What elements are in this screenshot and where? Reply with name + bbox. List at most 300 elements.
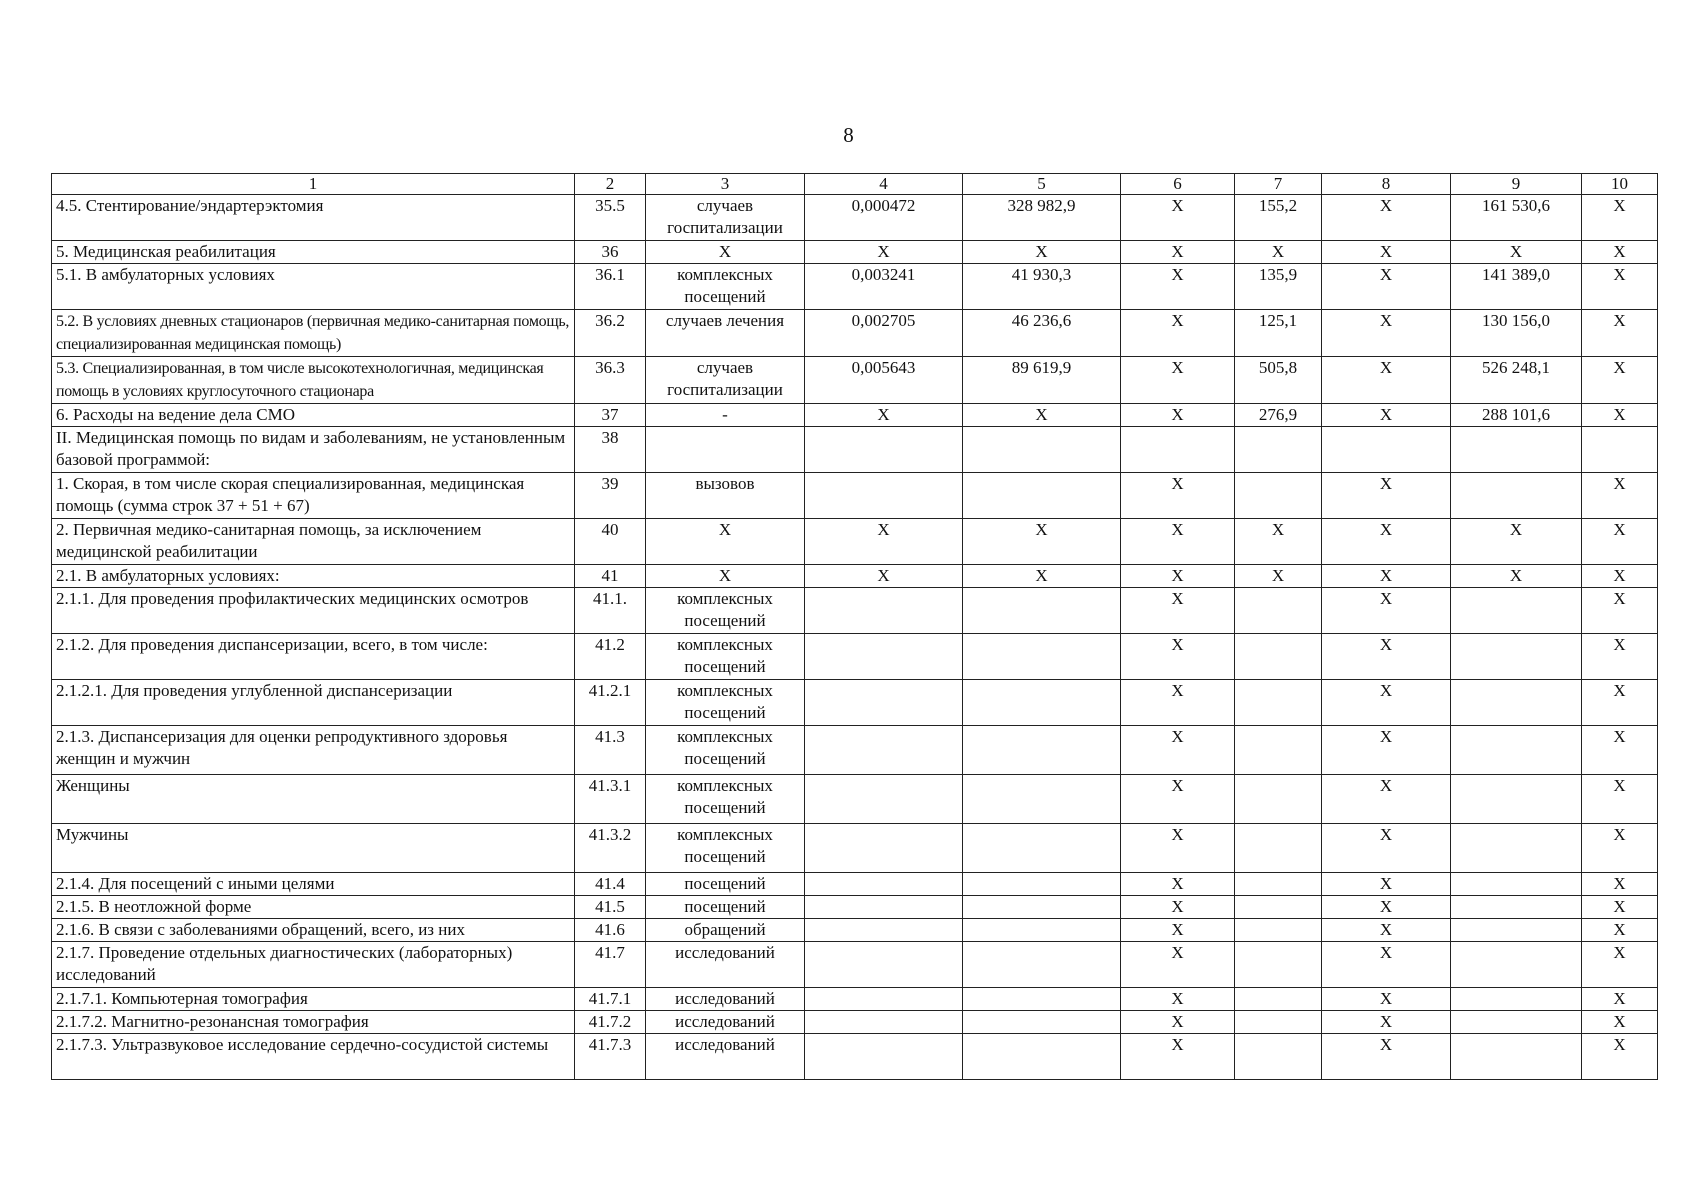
value-cell xyxy=(963,919,1121,942)
column-header: 1 xyxy=(52,174,575,195)
cell-text: 41.2 xyxy=(595,635,625,654)
table-row xyxy=(52,357,1658,404)
value-cell xyxy=(1121,264,1235,310)
row-name-cell xyxy=(52,1034,575,1080)
cell-text: Х xyxy=(1613,825,1626,844)
value-cell xyxy=(963,824,1121,873)
cell-text: Х xyxy=(1171,566,1184,585)
row-name-cell xyxy=(52,588,575,634)
cell-text: Х xyxy=(1171,943,1184,962)
table-row xyxy=(52,988,1658,1011)
column-header: 6 xyxy=(1121,174,1235,195)
value-cell xyxy=(805,873,963,896)
row-unit-cell xyxy=(646,195,805,241)
value-cell xyxy=(1451,873,1582,896)
value-cell xyxy=(1451,824,1582,873)
value-cell xyxy=(1235,565,1322,588)
row-unit-cell xyxy=(646,919,805,942)
cell-text: Х xyxy=(1171,874,1184,893)
row-code-cell xyxy=(575,519,646,565)
value-cell xyxy=(1322,195,1451,241)
cell-text: II. Медицинская помощь по видам и заболеваниям, не установленным базовой программой: xyxy=(56,428,566,469)
value-cell xyxy=(1582,264,1658,310)
row-unit-cell xyxy=(646,473,805,519)
row-name-cell xyxy=(52,310,575,357)
value-cell xyxy=(805,357,963,404)
cell-text: Х xyxy=(1171,920,1184,939)
value-cell xyxy=(1582,357,1658,404)
cell-text: Х xyxy=(1379,635,1393,654)
cell-text: 2.1.7.3. Ультразвуковое исследование сердечно-сосудистой системы xyxy=(56,1035,549,1054)
value-cell xyxy=(1322,241,1451,264)
row-code-cell xyxy=(575,195,646,241)
cell-text: 36.2 xyxy=(595,311,625,330)
value-cell xyxy=(1322,427,1451,473)
table-row xyxy=(52,634,1658,680)
row-unit-cell xyxy=(646,357,805,404)
table-row xyxy=(52,873,1658,896)
row-unit-cell xyxy=(646,634,805,680)
value-cell xyxy=(1322,919,1451,942)
row-name-cell xyxy=(52,775,575,824)
cell-text: Х xyxy=(1379,1012,1393,1031)
cell-text: Х xyxy=(1613,727,1626,746)
cell-text: исследований xyxy=(675,943,775,962)
value-cell xyxy=(1582,634,1658,680)
value-cell xyxy=(805,824,963,873)
cell-text: Х xyxy=(1171,825,1184,844)
value-cell xyxy=(1235,241,1322,264)
value-cell xyxy=(1235,873,1322,896)
value-cell xyxy=(963,1034,1121,1080)
value-cell xyxy=(1451,357,1582,404)
cell-text: Х xyxy=(1613,358,1626,377)
table-row xyxy=(52,1034,1658,1080)
cell-text: 40 xyxy=(601,520,619,539)
cell-text: Х xyxy=(1171,242,1184,261)
cell-text: Х xyxy=(1171,635,1184,654)
value-cell xyxy=(1322,680,1451,726)
cell-text: Х xyxy=(1379,776,1393,795)
value-cell xyxy=(1121,404,1235,427)
cell-text: Х xyxy=(1613,920,1626,939)
table-row xyxy=(52,775,1658,824)
value-cell xyxy=(1451,988,1582,1011)
row-unit-cell xyxy=(646,680,805,726)
cell-text: Х xyxy=(1171,681,1184,700)
table-row xyxy=(52,195,1658,241)
cell-text: посещений xyxy=(684,897,766,916)
row-unit-cell xyxy=(646,1034,805,1080)
cell-text: 2.1.3. Диспансеризация для оценки репродуктивного здоровья женщин и мужчин xyxy=(56,727,508,768)
cell-text: Х xyxy=(1035,520,1048,539)
cell-text: Х xyxy=(1613,943,1626,962)
row-code-cell xyxy=(575,726,646,775)
row-code-cell xyxy=(575,680,646,726)
value-cell xyxy=(963,565,1121,588)
value-cell xyxy=(1582,896,1658,919)
value-cell xyxy=(805,775,963,824)
cell-text: Х xyxy=(877,242,890,261)
cell-text: комплексных посещений xyxy=(677,265,773,306)
cell-text: 155,2 xyxy=(1258,196,1298,215)
value-cell xyxy=(1322,634,1451,680)
cell-text: Х xyxy=(1509,566,1523,585)
row-unit-cell xyxy=(646,241,805,264)
value-cell xyxy=(1121,726,1235,775)
cell-text: Х xyxy=(718,520,732,539)
value-cell xyxy=(805,519,963,565)
cell-text: 2.1.7.1. Компьютерная томография xyxy=(56,989,308,1008)
cell-text: Х xyxy=(1613,874,1626,893)
value-cell xyxy=(1451,942,1582,988)
cell-text: Х xyxy=(718,242,732,261)
cell-text: 41.4 xyxy=(595,874,625,893)
cell-text: Х xyxy=(1379,589,1393,608)
cell-text: 39 xyxy=(601,474,619,493)
row-code-cell xyxy=(575,310,646,357)
row-name-cell xyxy=(52,942,575,988)
value-cell xyxy=(805,565,963,588)
value-cell xyxy=(1322,588,1451,634)
cell-text: 526 248,1 xyxy=(1482,358,1550,377)
value-cell xyxy=(805,195,963,241)
value-cell xyxy=(1235,1011,1322,1034)
cell-text: Х xyxy=(1379,242,1393,261)
cell-text: комплексных посещений xyxy=(677,635,773,676)
value-cell xyxy=(1121,680,1235,726)
cell-text: комплексных посещений xyxy=(677,681,773,722)
cell-text: 5.3. Специализированная, в том числе высокотехнологичная, медицинская помощь в условиях круглосуточного стационара xyxy=(56,360,544,400)
cell-text: Х xyxy=(1379,311,1393,330)
value-cell xyxy=(805,942,963,988)
value-cell xyxy=(1235,519,1322,565)
cell-text: 5.2. В условиях дневных стационаров (первичная медико-санитарная помощь, специализированная медицинская помощь) xyxy=(56,313,570,353)
value-cell xyxy=(963,634,1121,680)
cell-text: Х xyxy=(1613,1012,1626,1031)
value-cell xyxy=(1121,775,1235,824)
cell-text: 41.7.2 xyxy=(588,1012,632,1031)
row-code-cell xyxy=(575,634,646,680)
value-cell xyxy=(1322,873,1451,896)
cell-text: 36.1 xyxy=(595,265,625,284)
value-cell xyxy=(963,680,1121,726)
row-code-cell xyxy=(575,588,646,634)
value-cell xyxy=(963,404,1121,427)
table-row xyxy=(52,588,1658,634)
row-unit-cell xyxy=(646,775,805,824)
cell-text: Х xyxy=(1171,405,1184,424)
data-table xyxy=(51,173,1658,1080)
row-name-cell xyxy=(52,988,575,1011)
table-row xyxy=(52,264,1658,310)
value-cell xyxy=(805,310,963,357)
value-cell xyxy=(1322,519,1451,565)
value-cell xyxy=(1235,988,1322,1011)
value-cell xyxy=(963,942,1121,988)
cell-text: Х xyxy=(1379,874,1393,893)
cell-text: Х xyxy=(1171,776,1184,795)
row-name-cell xyxy=(52,873,575,896)
value-cell xyxy=(963,241,1121,264)
cell-text: Х xyxy=(718,566,732,585)
value-cell xyxy=(1121,588,1235,634)
value-cell xyxy=(963,264,1121,310)
value-cell xyxy=(805,427,963,473)
table-row xyxy=(52,519,1658,565)
table-row xyxy=(52,824,1658,873)
table-row xyxy=(52,473,1658,519)
cell-text: Х xyxy=(877,520,890,539)
value-cell xyxy=(1582,588,1658,634)
value-cell xyxy=(1451,404,1582,427)
cell-text: комплексных посещений xyxy=(677,589,773,630)
cell-text: 46 236,6 xyxy=(1011,311,1072,330)
value-cell xyxy=(1121,427,1235,473)
cell-text: Х xyxy=(1035,242,1048,261)
cell-text: 125,1 xyxy=(1258,311,1298,330)
value-cell xyxy=(1235,195,1322,241)
value-cell xyxy=(1582,942,1658,988)
cell-text: комплексных посещений xyxy=(677,825,773,866)
value-cell xyxy=(1322,404,1451,427)
row-code-cell xyxy=(575,942,646,988)
value-cell xyxy=(1235,427,1322,473)
value-cell xyxy=(1322,357,1451,404)
row-name-cell xyxy=(52,241,575,264)
cell-text: 2.1. В амбулаторных условиях: xyxy=(56,566,280,585)
table-row xyxy=(52,1011,1658,1034)
cell-text: 2.1.6. В связи с заболеваниями обращений, всего, из них xyxy=(56,920,465,939)
cell-text: Х xyxy=(1035,405,1048,424)
column-header: 7 xyxy=(1235,174,1322,195)
value-cell xyxy=(963,427,1121,473)
value-cell xyxy=(1235,404,1322,427)
value-cell xyxy=(1451,310,1582,357)
value-cell xyxy=(1582,404,1658,427)
cell-text: 0,005643 xyxy=(851,358,916,377)
row-code-cell xyxy=(575,896,646,919)
row-unit-cell xyxy=(646,519,805,565)
value-cell xyxy=(1451,264,1582,310)
row-unit-cell xyxy=(646,404,805,427)
cell-text: Х xyxy=(1613,1035,1626,1054)
table-row xyxy=(52,919,1658,942)
page-number: 8 xyxy=(843,123,854,147)
cell-text: Х xyxy=(1379,566,1393,585)
value-cell xyxy=(1121,519,1235,565)
row-unit-cell xyxy=(646,310,805,357)
cell-text: 36.3 xyxy=(595,358,625,377)
table-row xyxy=(52,896,1658,919)
row-name-cell xyxy=(52,565,575,588)
cell-text: 0,000472 xyxy=(851,196,916,215)
cell-text: исследований xyxy=(675,989,775,1008)
value-cell xyxy=(1451,726,1582,775)
value-cell xyxy=(805,404,963,427)
value-cell xyxy=(1235,824,1322,873)
cell-text: исследований xyxy=(675,1035,775,1054)
cell-text: 2.1.2. Для проведения диспансеризации, всего, в том числе: xyxy=(56,635,488,654)
value-cell xyxy=(1582,680,1658,726)
value-cell xyxy=(1322,1011,1451,1034)
cell-text: 276,9 xyxy=(1258,405,1298,424)
value-cell xyxy=(805,988,963,1011)
row-unit-cell xyxy=(646,726,805,775)
cell-text: Х xyxy=(1379,520,1393,539)
value-cell xyxy=(1235,473,1322,519)
value-cell xyxy=(1121,988,1235,1011)
table-row xyxy=(52,310,1658,357)
value-cell xyxy=(963,896,1121,919)
row-unit-cell xyxy=(646,565,805,588)
cell-text: Х xyxy=(877,405,890,424)
cell-text: 2.1.1. Для проведения профилактических медицинских осмотров xyxy=(56,589,529,608)
value-cell xyxy=(963,726,1121,775)
value-cell xyxy=(1582,919,1658,942)
cell-text: 41.7.1 xyxy=(588,989,632,1008)
value-cell xyxy=(1235,588,1322,634)
value-cell xyxy=(1582,1034,1658,1080)
value-cell xyxy=(805,726,963,775)
value-cell xyxy=(1322,310,1451,357)
cell-text: 41.6 xyxy=(595,920,625,939)
row-code-cell xyxy=(575,919,646,942)
cell-text: 89 619,9 xyxy=(1011,358,1072,377)
value-cell xyxy=(805,473,963,519)
value-cell xyxy=(1451,775,1582,824)
value-cell xyxy=(1322,264,1451,310)
cell-text: 41.5 xyxy=(595,897,625,916)
value-cell xyxy=(1121,565,1235,588)
cell-text: 2.1.5. В неотложной форме xyxy=(56,897,252,916)
value-cell xyxy=(1235,680,1322,726)
cell-text: Х xyxy=(1171,897,1184,916)
value-cell xyxy=(1451,680,1582,726)
value-cell xyxy=(805,680,963,726)
table-row xyxy=(52,404,1658,427)
cell-text: 38 xyxy=(601,428,619,447)
value-cell xyxy=(1582,988,1658,1011)
cell-text: Х xyxy=(1613,635,1626,654)
cell-text: Х xyxy=(1613,566,1626,585)
value-cell xyxy=(1451,634,1582,680)
value-cell xyxy=(1235,775,1322,824)
row-name-cell xyxy=(52,634,575,680)
cell-text: Х xyxy=(1379,358,1393,377)
column-header: 3 xyxy=(646,174,805,195)
value-cell xyxy=(1235,357,1322,404)
cell-text: 37 xyxy=(601,405,619,424)
value-cell xyxy=(963,357,1121,404)
column-header: 2 xyxy=(575,174,646,195)
cell-text: 6. Расходы на ведение дела СМО xyxy=(56,405,296,424)
value-cell xyxy=(1121,634,1235,680)
cell-text: Х xyxy=(877,566,890,585)
value-cell xyxy=(1322,775,1451,824)
row-unit-cell xyxy=(646,896,805,919)
row-unit-cell xyxy=(646,588,805,634)
value-cell xyxy=(1582,310,1658,357)
cell-text: Х xyxy=(1379,265,1393,284)
cell-text: 35.5 xyxy=(595,196,625,215)
value-cell xyxy=(1121,942,1235,988)
cell-text: Х xyxy=(1613,196,1626,215)
cell-text: Х xyxy=(1379,825,1393,844)
cell-text: Х xyxy=(1271,520,1285,539)
cell-text: Х xyxy=(1613,897,1626,916)
cell-text: 41 930,3 xyxy=(1011,265,1072,284)
column-header: 8 xyxy=(1322,174,1451,195)
column-header: 4 xyxy=(805,174,963,195)
row-unit-cell xyxy=(646,873,805,896)
value-cell xyxy=(1322,726,1451,775)
row-code-cell xyxy=(575,427,646,473)
value-cell xyxy=(1235,896,1322,919)
table-row xyxy=(52,680,1658,726)
value-cell xyxy=(1451,241,1582,264)
column-header: 5 xyxy=(963,174,1121,195)
column-header: 9 xyxy=(1451,174,1582,195)
cell-text: Х xyxy=(1379,1035,1393,1054)
value-cell xyxy=(1451,1034,1582,1080)
row-name-cell xyxy=(52,896,575,919)
cell-text: Х xyxy=(1171,1035,1184,1054)
cell-text: 41.3.2 xyxy=(588,825,632,844)
cell-text: 36 xyxy=(601,242,619,261)
cell-text: Х xyxy=(1613,520,1626,539)
cell-text: 130 156,0 xyxy=(1482,311,1550,330)
cell-text: 328 982,9 xyxy=(1007,196,1076,215)
cell-text: 41.2.1 xyxy=(588,681,632,700)
cell-text: вызовов xyxy=(695,474,755,493)
cell-text: комплексных посещений xyxy=(677,776,773,817)
table-row xyxy=(52,942,1658,988)
value-cell xyxy=(963,988,1121,1011)
value-cell xyxy=(1451,919,1582,942)
cell-text: 161 530,6 xyxy=(1482,196,1550,215)
row-code-cell xyxy=(575,565,646,588)
value-cell xyxy=(1121,824,1235,873)
cell-text: 41.3 xyxy=(595,727,625,746)
cell-text: - xyxy=(722,405,728,424)
value-cell xyxy=(963,519,1121,565)
value-cell xyxy=(963,473,1121,519)
cell-text: Х xyxy=(1035,566,1048,585)
value-cell xyxy=(1582,241,1658,264)
row-code-cell xyxy=(575,775,646,824)
row-name-cell xyxy=(52,919,575,942)
cell-text: 288 101,6 xyxy=(1482,405,1550,424)
value-cell xyxy=(1451,896,1582,919)
value-cell xyxy=(963,873,1121,896)
value-cell xyxy=(805,634,963,680)
value-cell xyxy=(1121,1011,1235,1034)
value-cell xyxy=(963,1011,1121,1034)
cell-text: Х xyxy=(1171,311,1184,330)
cell-text: Х xyxy=(1379,405,1393,424)
row-code-cell xyxy=(575,473,646,519)
cell-text: Х xyxy=(1379,989,1393,1008)
value-cell xyxy=(1582,195,1658,241)
cell-text: 2.1.7. Проведение отдельных диагностических (лабораторных) исследований xyxy=(56,943,513,984)
value-cell xyxy=(1235,726,1322,775)
value-cell xyxy=(1582,1011,1658,1034)
value-cell xyxy=(1451,565,1582,588)
cell-text: Х xyxy=(1613,776,1626,795)
cell-text: 41 xyxy=(601,566,619,585)
table-row xyxy=(52,565,1658,588)
